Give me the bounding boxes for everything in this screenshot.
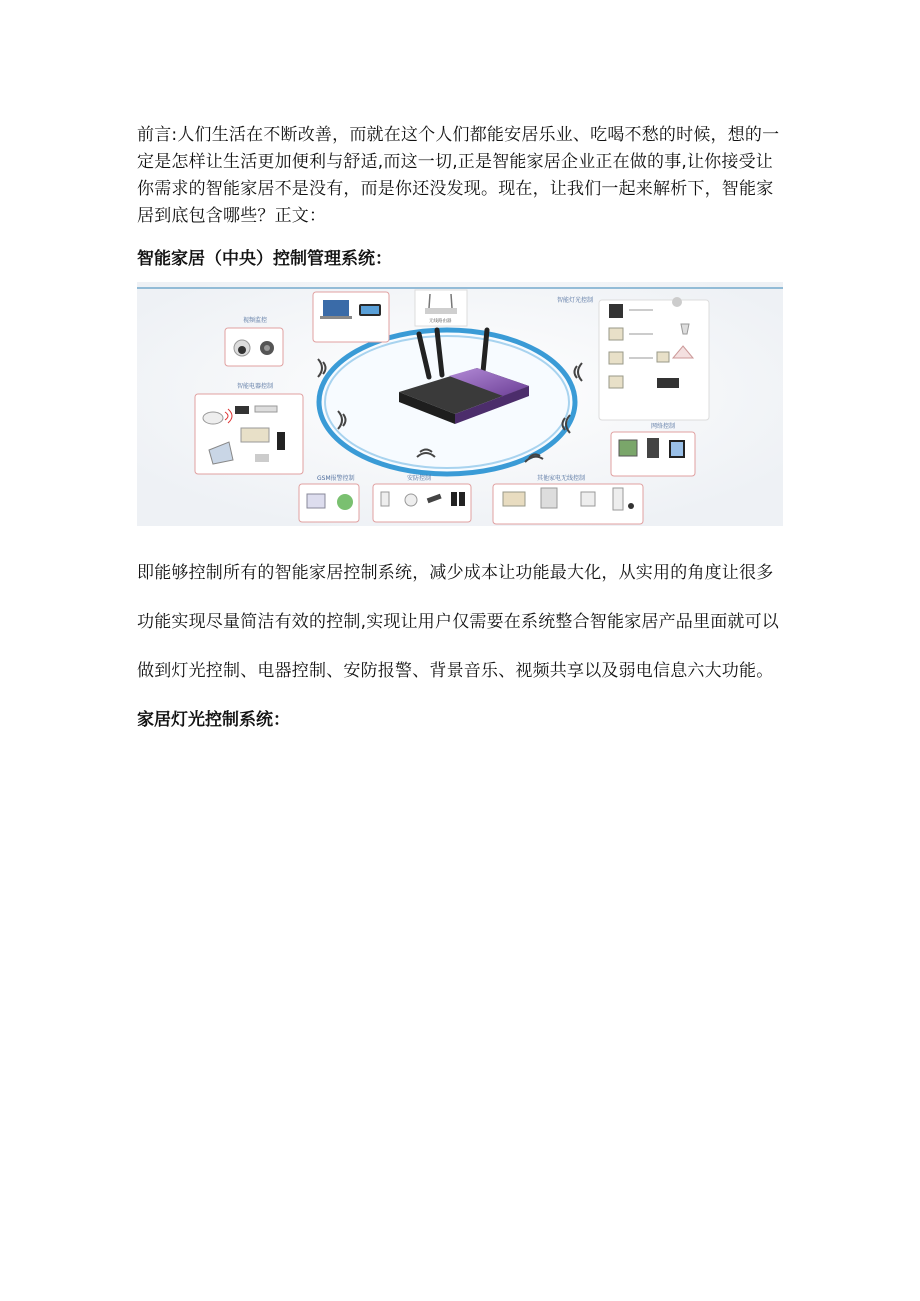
intro-paragraph: 前言:人们生活在不断改善，而就在这个人们都能安居乐业、吃喝不愁的时候，想的一定是怎样让生活更加便利与舒适,而这一切,正是智能家居企业正在做的事,让你接受让你需求的智能家居不是没有，而是你还没发现。现在，让我们一起来解析下，智能家居到底包含哪些？正文： [137, 125, 780, 226]
section-heading-central-control: 智能家居（中央）控制管理系统： [137, 249, 392, 269]
security-control-label: 安防控制 [407, 475, 432, 482]
video-monitoring-label: 视频监控 [243, 317, 268, 324]
appliance-control-group [195, 382, 303, 474]
smart-home-diagram [137, 282, 783, 526]
gsm-alarm-label: GSM报警控制 [317, 475, 355, 482]
other-appliance-label: 其他家电无线控制 [537, 475, 586, 482]
network-control-label: 网络控制 [651, 423, 676, 430]
laptop-phone-group [313, 292, 389, 342]
wireless-label: 无线路由器 [429, 319, 452, 324]
central-control-description: 即能够控制所有的智能家居控制系统，减少成本让功能最大化，从实用的角度让很多功能实现尽量简洁有效的控制,实现让用户仅需要在系统整合智能家居产品里面就可以做到灯光控制、电器控制、安防报警、背景音乐、视频共享以及弱电信息六大功能。 [137, 563, 780, 681]
lighting-control-label: 智能灯光控制 [557, 297, 594, 304]
appliance-control-label: 智能电器控制 [237, 383, 274, 390]
section-heading-lighting: 家居灯光控制系统： [137, 710, 290, 730]
central-router [319, 330, 575, 474]
top-router-group [415, 290, 467, 326]
